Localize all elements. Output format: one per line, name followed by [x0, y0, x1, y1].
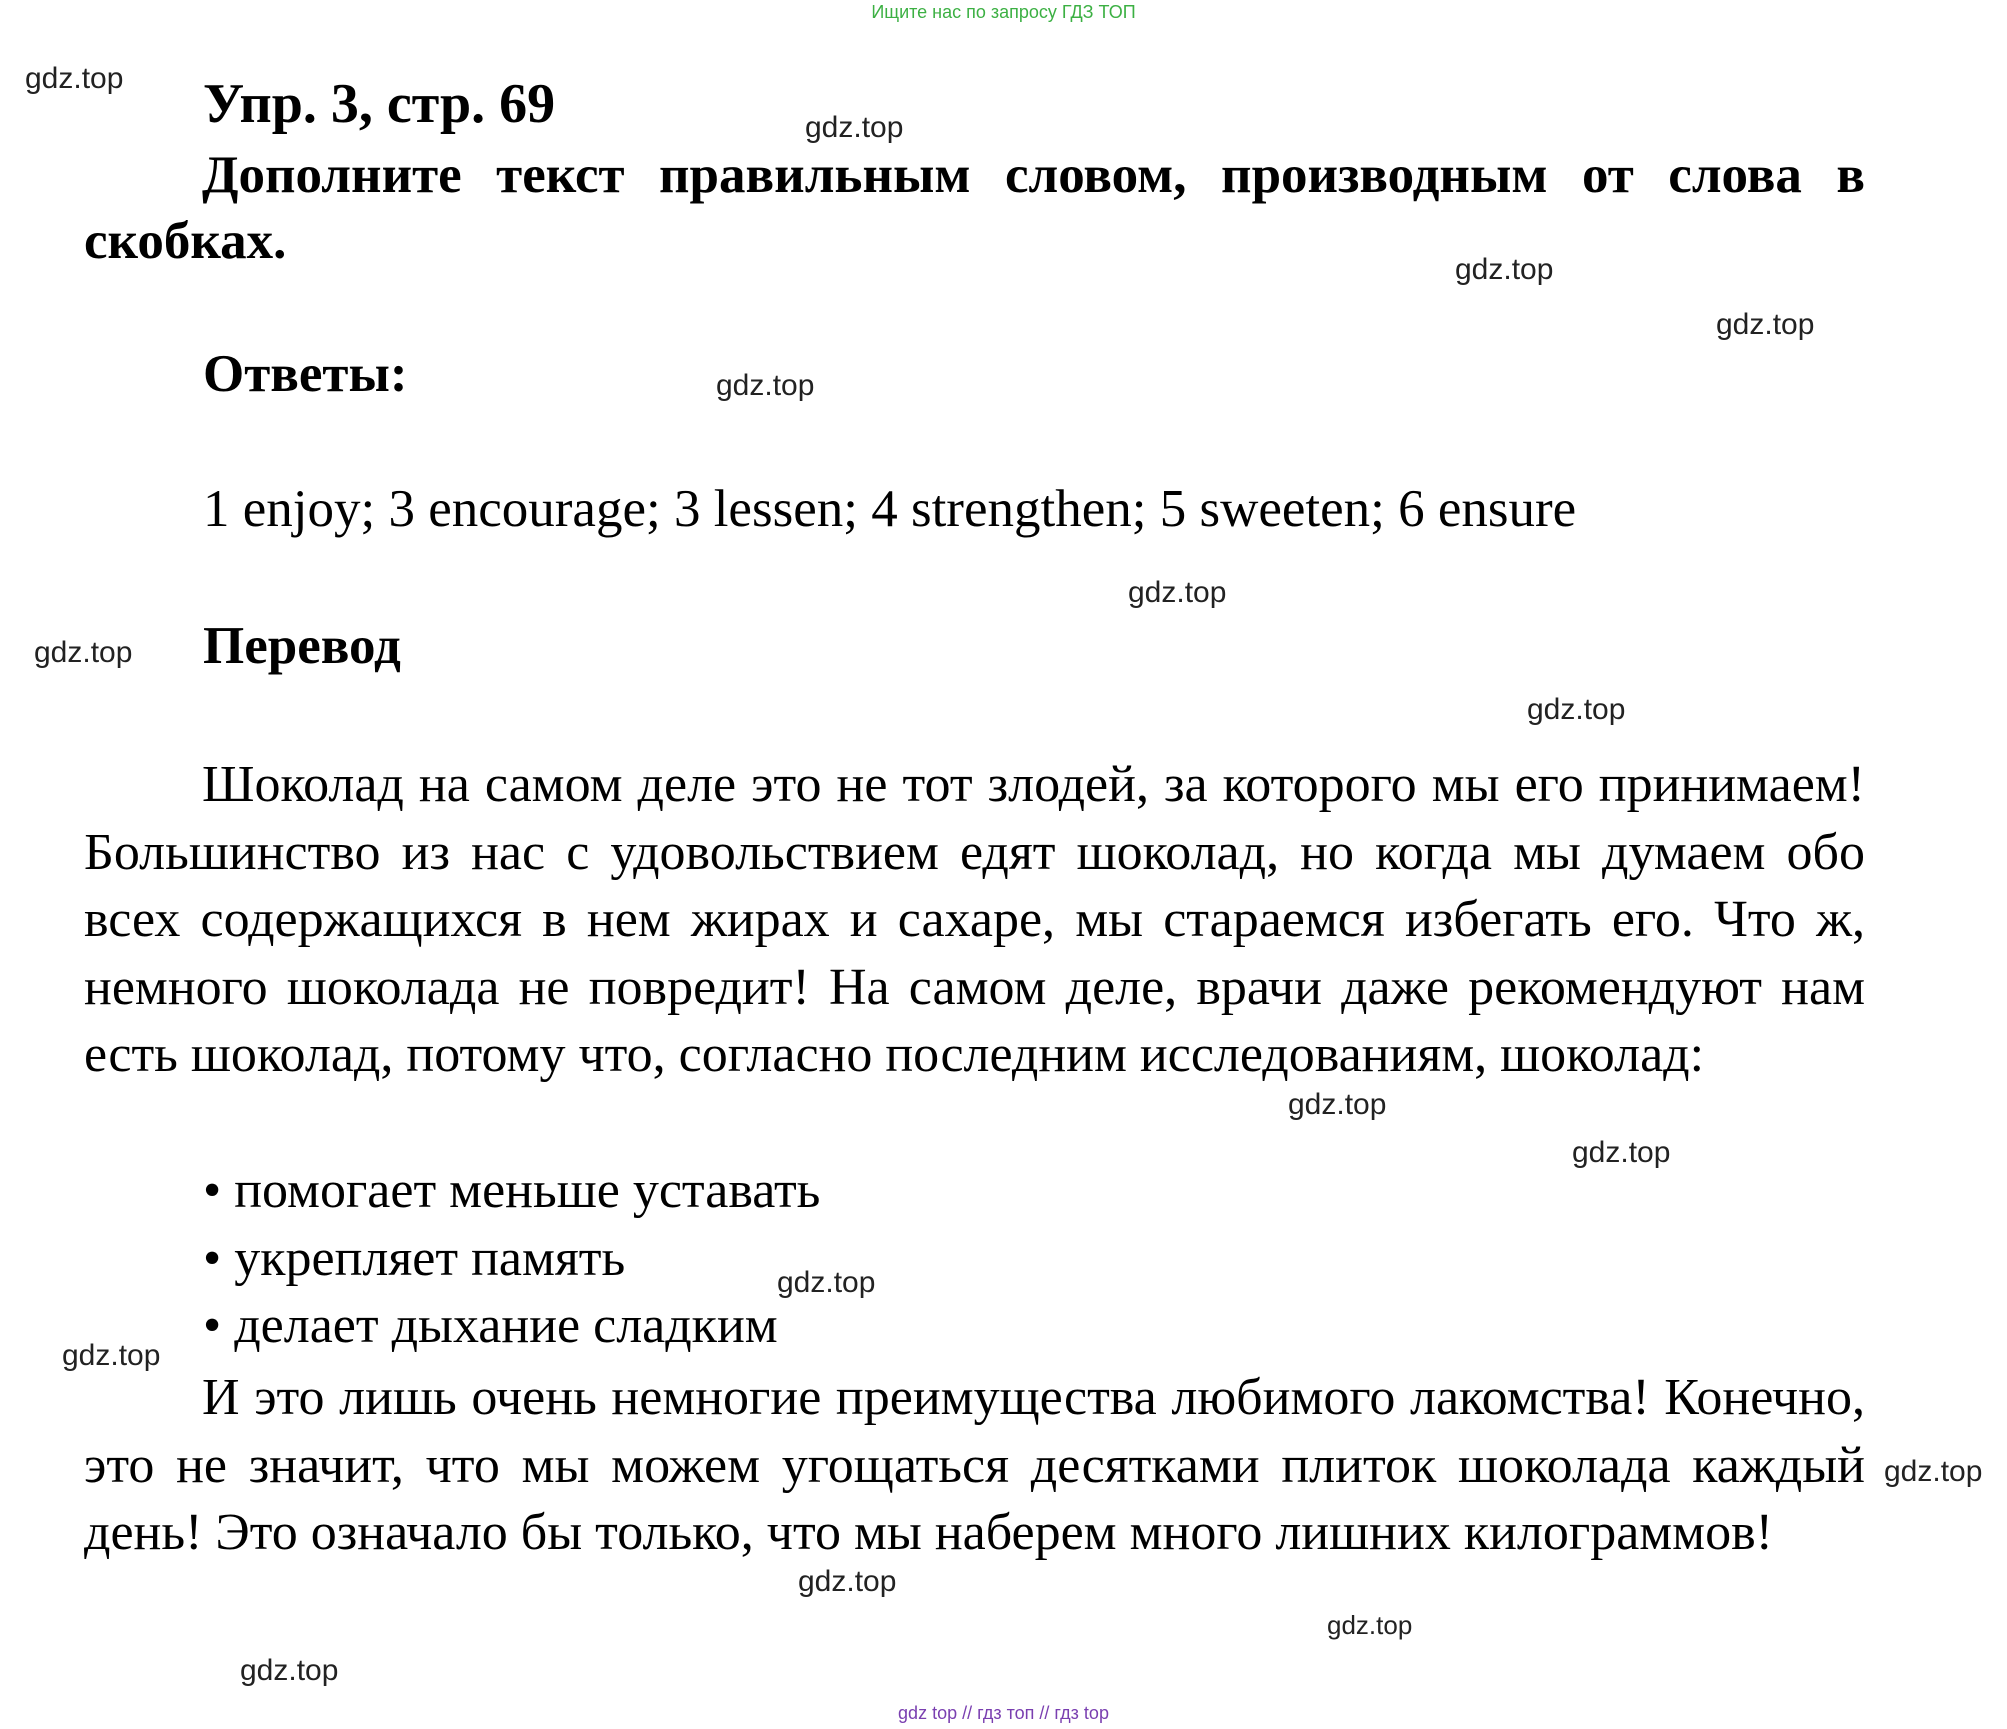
watermark: gdz.top — [1455, 253, 1554, 286]
watermark: gdz.top — [1572, 1136, 1671, 1169]
watermark: gdz.top — [716, 369, 815, 402]
watermark: gdz.top — [25, 62, 124, 95]
watermark: gdz.top — [1327, 1610, 1413, 1640]
answers-heading: Ответы: — [203, 345, 408, 403]
watermark: gdz.top — [240, 1654, 339, 1687]
list-item: • помогает меньше уставать — [203, 1157, 820, 1225]
watermark: gdz.top — [1128, 576, 1227, 609]
translation-heading: Перевод — [203, 617, 401, 675]
answers-text: 1 enjoy; 3 encourage; 3 lessen; 4 strengthen; 5 sweeten; 6 ensure — [203, 480, 1577, 538]
watermark: gdz.top — [1716, 308, 1815, 341]
watermark: gdz.top — [1288, 1088, 1387, 1121]
benefits-list — [203, 1157, 820, 1360]
watermark: gdz.top — [62, 1339, 161, 1372]
translation-paragraph-1: Шоколад на самом деле это не тот злодей, за которого мы его принимаем! Большинство из нас с удовольствием едят шоколад, но когда мы думаем обо всех содержащихся в нем жирах и сахаре, мы стараемся избегать его. Что ж, немного шоколада не повредит! На самом деле, врачи даже рекомендуют нам есть шоколад, потому что, согласно последним исследованиям, шоколад: — [84, 756, 1865, 1083]
watermark: gdz.top — [798, 1565, 897, 1598]
task-instructions: Дополните текст правильным словом, производным от слова в скобках. — [84, 146, 1865, 270]
watermark: gdz.top — [777, 1266, 876, 1299]
top-banner: Ищите нас по запросу ГДЗ ТОП — [871, 2, 1136, 22]
watermark: gdz.top — [1527, 693, 1626, 726]
watermark: gdz.top — [1884, 1455, 1983, 1488]
translation-paragraph-2: И это лишь очень немногие преимущества любимого лакомства! Конечно, это не значит, что мы можем угощаться десятками плиток шоколада каждый день! Это означало бы только, что мы наберем много лишних килограммов! — [84, 1369, 1865, 1561]
exercise-title: Упр. 3, стр. 69 — [203, 73, 556, 135]
watermark: gdz.top — [805, 111, 904, 144]
list-item: • укрепляет память — [203, 1225, 820, 1293]
list-item: • делает дыхание сладким — [203, 1292, 820, 1360]
watermark: gdz.top — [34, 636, 133, 669]
footer-watermark: gdz top // гдз топ // гдз top — [898, 1703, 1109, 1723]
